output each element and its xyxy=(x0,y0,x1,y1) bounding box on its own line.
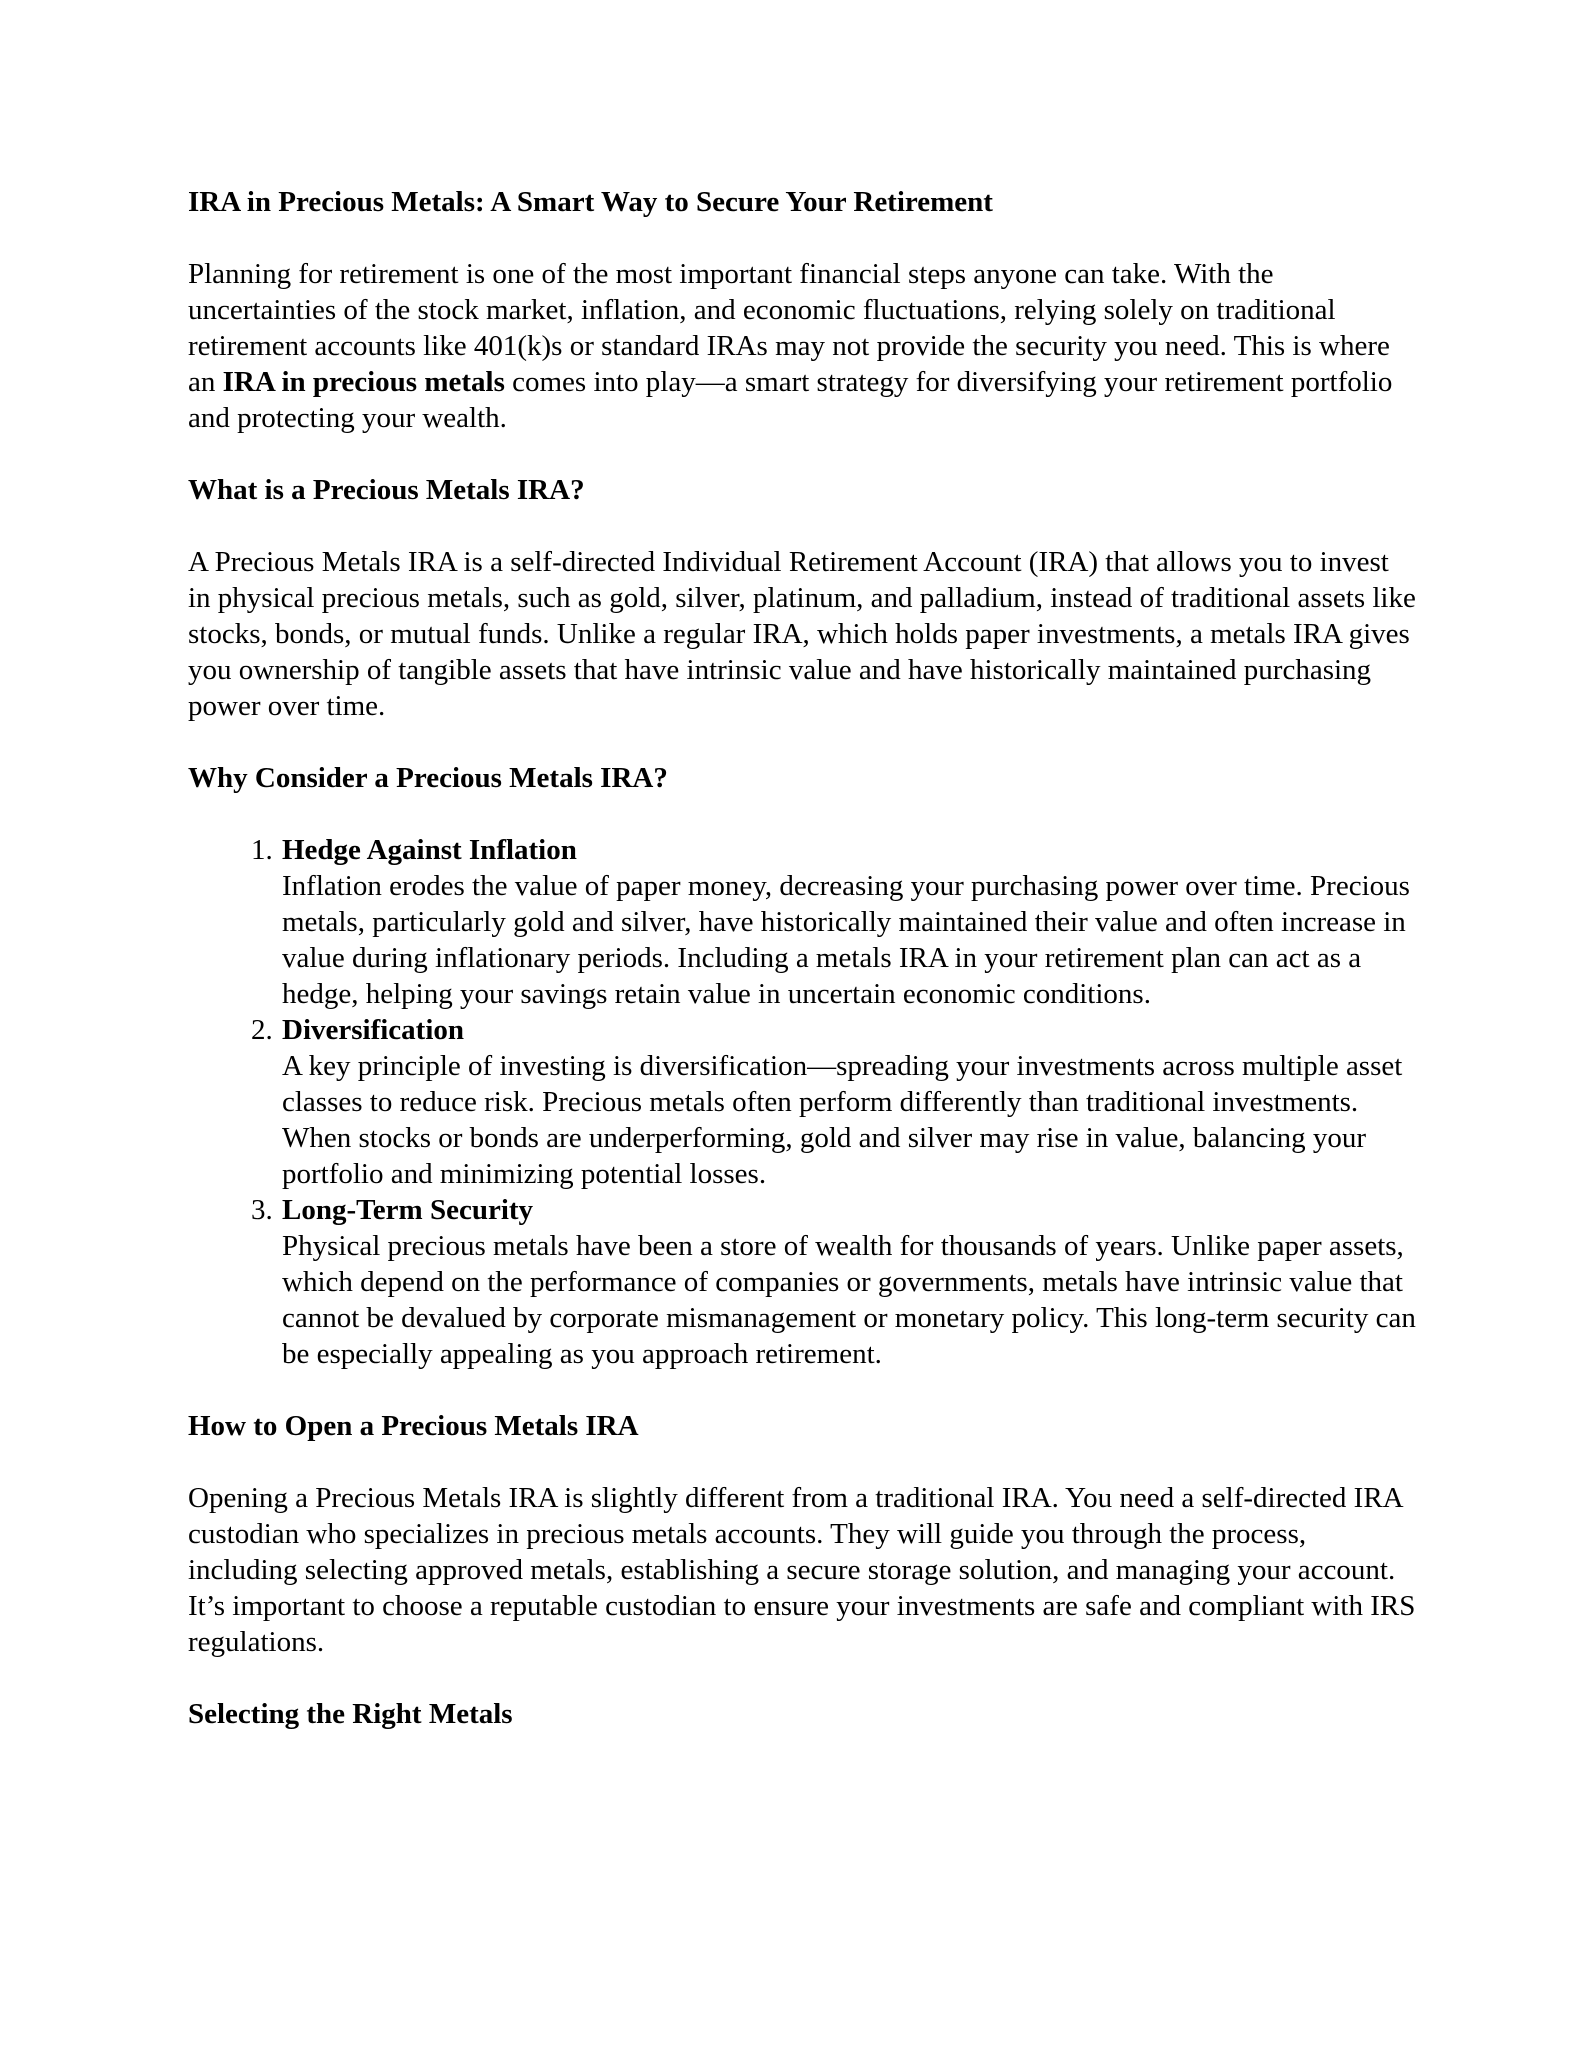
list-item-body: Physical precious metals have been a store of wealth for thousands of years. Unlike paper assets, which depend on the performance of companies or governments, metals have intrinsic value that cannot be devalued by corporate mismanagement or monetary policy. This long-term security can be especially appealing as you approach retirement. xyxy=(282,1230,1416,1370)
intro-bold-keyword: IRA in precious metals xyxy=(222,366,505,398)
list-item-title: 3. Long-Term Security xyxy=(282,1194,534,1226)
list-item-body: Inflation erodes the value of paper money, decreasing your purchasing power over time. Precious metals, particularly gold and silver, have historically maintained their value and often increase in value during inflationary periods. Including a metals IRA in your retirement plan can act as a hedge, helping your savings retain value in uncertain economic conditions. xyxy=(282,870,1410,1010)
list-item xyxy=(280,1192,1418,1372)
intro-text-after: comes into play—a smart strategy for diversifying your retirement portfolio and protecting your wealth. xyxy=(188,366,1393,434)
document-page xyxy=(188,184,1418,1768)
section-paragraph-how-to-open: Opening a Precious Metals IRA is slightly different from a traditional IRA. You need a self-directed IRA custodian who specializes in precious metals accounts. They will guide you through the process, including selecting approved metals, establishing a secure storage solution, and managing your account. It’s important to choose a reputable custodian to ensure your investments are safe and compliant with IRS regulations. xyxy=(188,1482,1416,1658)
list-item xyxy=(280,1012,1418,1192)
list-item-body: A key principle of investing is diversification—spreading your investments across multiple asset classes to reduce risk. Precious metals often perform differently than traditional investments. When stocks or bonds are underperforming, gold and silver may rise in value, balancing your portfolio and minimizing potential losses. xyxy=(282,1050,1403,1190)
section-heading-why-consider: Why Consider a Precious Metals IRA? xyxy=(188,762,668,794)
list-item xyxy=(280,832,1418,1012)
section-heading-how-to-open: How to Open a Precious Metals IRA xyxy=(188,1410,639,1442)
intro-text-before: Planning for retirement is one of the most important financial steps anyone can take. With the uncertainties of the stock market, inflation, and economic fluctuations, relying solely on traditional retirement accounts like 401(k)s or standard IRAs may not provide the security you need. This is where an xyxy=(188,258,1390,398)
section-heading-selecting-metals: Selecting the Right Metals xyxy=(188,1698,513,1730)
reasons-list xyxy=(188,832,1418,1372)
list-item-title: 2. Diversification xyxy=(282,1014,465,1046)
section-paragraph-what-is: A Precious Metals IRA is a self-directed Individual Retirement Account (IRA) that allows you to invest in physical precious metals, such as gold, silver, platinum, and palladium, instead of traditional assets like stocks, bonds, or mutual funds. Unlike a regular IRA, which holds paper investments, a metals IRA gives you ownership of tangible assets that have intrinsic value and have historically maintained purchasing power over time. xyxy=(188,546,1416,722)
intro-paragraph xyxy=(188,256,1418,436)
document-title: IRA in Precious Metals: A Smart Way to Secure Your Retirement xyxy=(188,186,993,218)
list-item-title: 1. Hedge Against Inflation xyxy=(282,834,577,866)
section-heading-what-is: What is a Precious Metals IRA? xyxy=(188,474,585,506)
